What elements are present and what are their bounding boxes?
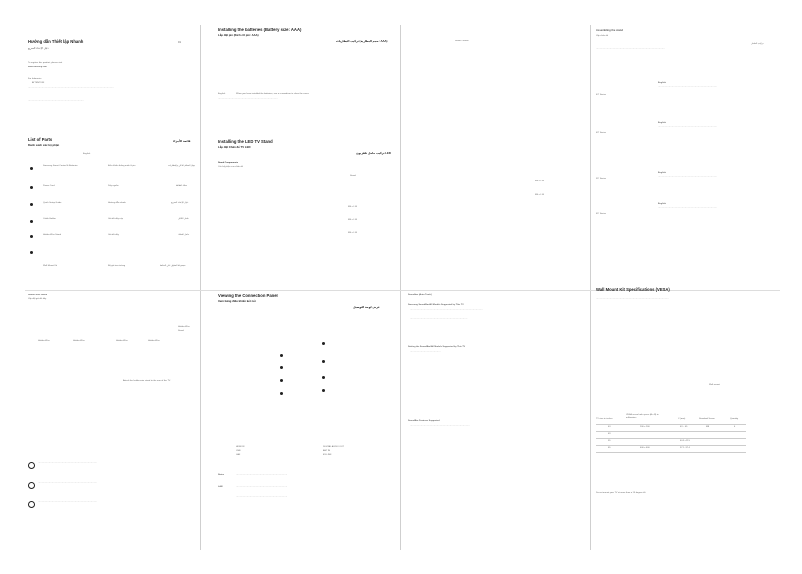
soundbar-text: ·············································································· — [410, 425, 470, 427]
parts-title: List of Parts — [28, 137, 53, 142]
lan-text: ··································································· — [236, 486, 288, 488]
assembly-title-vi: Lắp chân đế — [596, 35, 609, 37]
assembly-title-ar: تركيب الحامل — [751, 43, 764, 45]
part-name-vi: Dây nguồn — [108, 185, 119, 187]
connection-title-vi: Xem bảng điều khiển kết nối — [218, 299, 256, 303]
table-cell: 37.1~37.4 — [680, 447, 690, 449]
part-name-ar: جهاز التحكم الذكي والبطاريات — [168, 165, 196, 167]
table-cell: 400 x 400 — [640, 447, 650, 449]
table-divider — [596, 431, 746, 432]
screw-label: M4 x L16 — [535, 180, 544, 182]
batteries-title-vi: Lắp đặt pin (Kích cỡ pin: AAA) — [218, 33, 259, 37]
assembly-model: 55" Series — [596, 178, 607, 180]
part-image — [30, 235, 33, 238]
table-header: C (mm) — [678, 418, 686, 420]
part-name-ar: سلك الطاقة — [176, 185, 187, 187]
register-url[interactable]: www.samsung.com — [28, 66, 47, 68]
port-label: LAN — [236, 454, 241, 456]
warning-text: ············································································· — [38, 482, 97, 484]
part-image — [30, 203, 33, 206]
parts-title-ar: قائمة الأجزاء — [173, 139, 191, 143]
soundbar-panel — [408, 282, 588, 544]
assembly-heading: English — [658, 172, 666, 174]
assembly-title: Assembling the stand — [596, 29, 623, 32]
warning-icon — [28, 482, 35, 489]
part-name-ar: دليل الإعداد السريع — [171, 202, 189, 204]
port-marker — [280, 354, 283, 357]
wallmount-text: ······························································································· — [596, 298, 669, 300]
port-marker — [322, 342, 325, 345]
panel-divider — [590, 25, 591, 550]
port-label: HDMI IN — [236, 446, 245, 448]
batteries-note-label: English — [218, 93, 226, 95]
table-cell: 4 — [734, 426, 736, 428]
table-divider — [596, 452, 746, 453]
intro-heading-2: ATTENTION — [32, 82, 45, 84]
holder-caption-1: Holder-Wire — [73, 340, 85, 342]
assembly-intro: ·························································································· — [596, 48, 665, 50]
part-image — [30, 167, 33, 170]
part-name-en: Quick Setup Guide — [43, 202, 62, 204]
table-header: VESA screw hole specs (A x B) in millimeters — [626, 414, 659, 419]
port-label: ANT IN — [323, 450, 331, 452]
screw-label: M4 x L16 — [348, 206, 357, 208]
stand-components-vi: Các bộ phận của chân đế — [218, 166, 243, 168]
part-name-en: Power Cord — [43, 185, 55, 187]
table-cell: M8 — [706, 426, 710, 428]
register-text: To register this product, please visit — [28, 62, 63, 64]
assembly-model: 49" Series — [596, 132, 607, 134]
part-name-ar: حامل السلك — [178, 234, 190, 236]
screw-label: M4 x L16 — [348, 232, 357, 234]
part-name-vi: Bộ giá treo tường — [108, 265, 126, 267]
table-header: Standard Screw — [699, 418, 715, 420]
soundbar-heading: Setting the SoundBar/All Models Supported by This TV — [408, 346, 466, 348]
part-image — [30, 251, 33, 254]
port-label: EX-LINK — [323, 454, 332, 456]
port-marker — [280, 366, 283, 369]
assembly-model: 43" Series — [596, 94, 607, 96]
panel-divider — [400, 25, 401, 550]
wallmount-title: Wall Mount Kit Specifications (VESA) — [596, 287, 670, 292]
table-divider — [596, 438, 746, 439]
batteries-panel — [218, 28, 398, 288]
model-header: English — [83, 153, 91, 155]
panel-divider — [200, 25, 201, 550]
port-marker — [280, 392, 283, 395]
holder-title: Holder-Wire Stand — [28, 294, 48, 296]
soundbar-heading: SoundBar Features Supported — [408, 420, 440, 422]
holder-title-vi: Lắp đặt giá đỡ dây — [28, 298, 47, 300]
assembly-model: 65" Series — [596, 213, 607, 215]
assembly-text: ············································································· — [658, 86, 717, 88]
table-cell: 49 — [608, 433, 611, 435]
part-name-ar: حامل الكابل — [178, 218, 189, 220]
port-marker — [322, 389, 325, 392]
stand-title: Installing the LED TV Stand — [218, 139, 273, 144]
batteries-title-ar: تركيب البطاريات (حجم البطارية: AAA) — [336, 39, 388, 43]
warning-text: ············································································· — [38, 501, 97, 503]
part-name-vi: Giá đỡ dây cáp — [108, 218, 123, 220]
intro-paragraph: ················································································································ — [28, 87, 114, 89]
part-name-ar: مجموعة التعليق على الحائط — [160, 265, 186, 267]
warning-text: ············································································· — [38, 462, 97, 464]
holder-note: Attach the holder-wire stand to the rear of the TV. — [123, 380, 171, 382]
stand-title-ar: تركيب حامل تلفزيون LED — [356, 151, 391, 155]
soundbar-text: ······························································································· — [410, 309, 483, 311]
part-image — [30, 220, 33, 223]
page-number: 01 — [178, 41, 181, 44]
stand-title-vi: Lắp đặt Chân đế TV LED — [218, 145, 251, 149]
wallmount-footer: Do not mount your TV at more than a 15 degree tilt. — [596, 492, 646, 494]
table-cell: 55 — [608, 440, 611, 442]
notes-label: Notes — [218, 474, 225, 476]
screw-label: M4 x L16 — [535, 194, 544, 196]
connection-title-ar: عرض لوحة التوصيل — [353, 305, 380, 309]
assembly-text: ············································································· — [658, 207, 717, 209]
holder-panel — [28, 294, 198, 544]
part-name-vi: Hướng dẫn nhanh — [108, 202, 126, 204]
part-name-en: Holder-Wire Stand — [43, 234, 61, 236]
part-name-vi: Giá đỡ dây — [108, 234, 119, 236]
table-cell: 200 x 200 — [640, 426, 650, 428]
lan-label: LAN — [218, 486, 223, 488]
port-marker — [322, 376, 325, 379]
table-cell: 43 ~ 45 — [680, 426, 688, 428]
soundbar-text: ········································ — [410, 351, 441, 353]
holder-caption-1: Holder-Wire — [148, 340, 160, 342]
batteries-note: When you have installed the batteries, use a screwdriver to close the cover. — [236, 93, 310, 95]
assembly-heading: English — [658, 122, 666, 124]
table-divider — [596, 445, 746, 446]
table-divider — [596, 424, 746, 425]
holder-caption-2: Stand — [178, 330, 184, 332]
assembly-panel — [596, 28, 776, 288]
holder-caption-1: Holder-Wire — [38, 340, 50, 342]
batteries-note-2: ·············································································· — [218, 98, 278, 100]
port-marker — [280, 379, 283, 382]
holder-caption-1: Holder-Wire — [116, 340, 128, 342]
table-cell: 40.5~42.5 — [680, 440, 690, 442]
holder-caption-1: Holder-Wire — [178, 326, 190, 328]
port-label: USB — [236, 450, 241, 452]
table-header: Quantity — [730, 418, 739, 420]
soundbar-text: ··········································································· — [410, 318, 468, 320]
warning-icon — [28, 501, 35, 508]
remote-label: Smart Control — [455, 40, 469, 42]
parts-title-vi: Danh sách các bộ phận — [28, 143, 60, 147]
soundbar-title: Soundbar (Auto Track) — [408, 294, 432, 296]
assembly-heading: English — [658, 203, 666, 205]
assembly-text: ············································································· — [658, 176, 717, 178]
stand-components: Stand Components — [218, 162, 239, 164]
warning-icon — [28, 462, 35, 469]
screw-label: M4 x L16 — [348, 219, 357, 221]
assembly-heading: English — [658, 82, 666, 84]
table-header: TV size in inches — [596, 418, 613, 420]
lan-text-ar: ··································································· — [236, 496, 288, 498]
assembly-text: ············································································· — [658, 126, 717, 128]
accessories-title: Hướng dẫn Thiết lập Nhanh — [28, 39, 84, 44]
part-name-en: Samsung Smart Control & Batteries — [43, 165, 78, 167]
port-label: DIGITAL AUDIO OUT — [323, 446, 344, 448]
notes-text: ··································································· — [236, 474, 288, 476]
connection-panel — [218, 294, 398, 544]
wall-diagram-label: Wall mount — [709, 384, 720, 386]
batteries-title: Installing the batteries (Battery size: AAA) — [218, 28, 302, 32]
stand-step-label: Stand — [350, 175, 356, 177]
remote-label-group — [455, 40, 495, 65]
part-name-en: Cable Holder — [43, 218, 56, 220]
accessories-panel — [28, 38, 198, 288]
port-marker — [322, 360, 325, 363]
part-image — [30, 186, 33, 189]
part-name-vi: Điều khiển thông minh & pin — [108, 165, 136, 167]
part-name-en: Wall Mount Kit — [43, 265, 58, 267]
connection-title: Viewing the Connection Panel — [218, 294, 278, 298]
soundbar-heading: Samsung SoundBar/All Models Supported by This TV — [408, 304, 464, 306]
wallmount-panel — [596, 286, 776, 546]
intro-heading: For Indonesia — [28, 78, 42, 80]
table-cell: 65 — [608, 447, 611, 449]
accessories-title-ar: دليل الإعداد السريع — [28, 47, 49, 50]
stand-diagram-labels — [535, 180, 590, 210]
intro-paragraph-2: ········································································· — [28, 100, 84, 102]
table-cell: 43 — [608, 426, 611, 428]
